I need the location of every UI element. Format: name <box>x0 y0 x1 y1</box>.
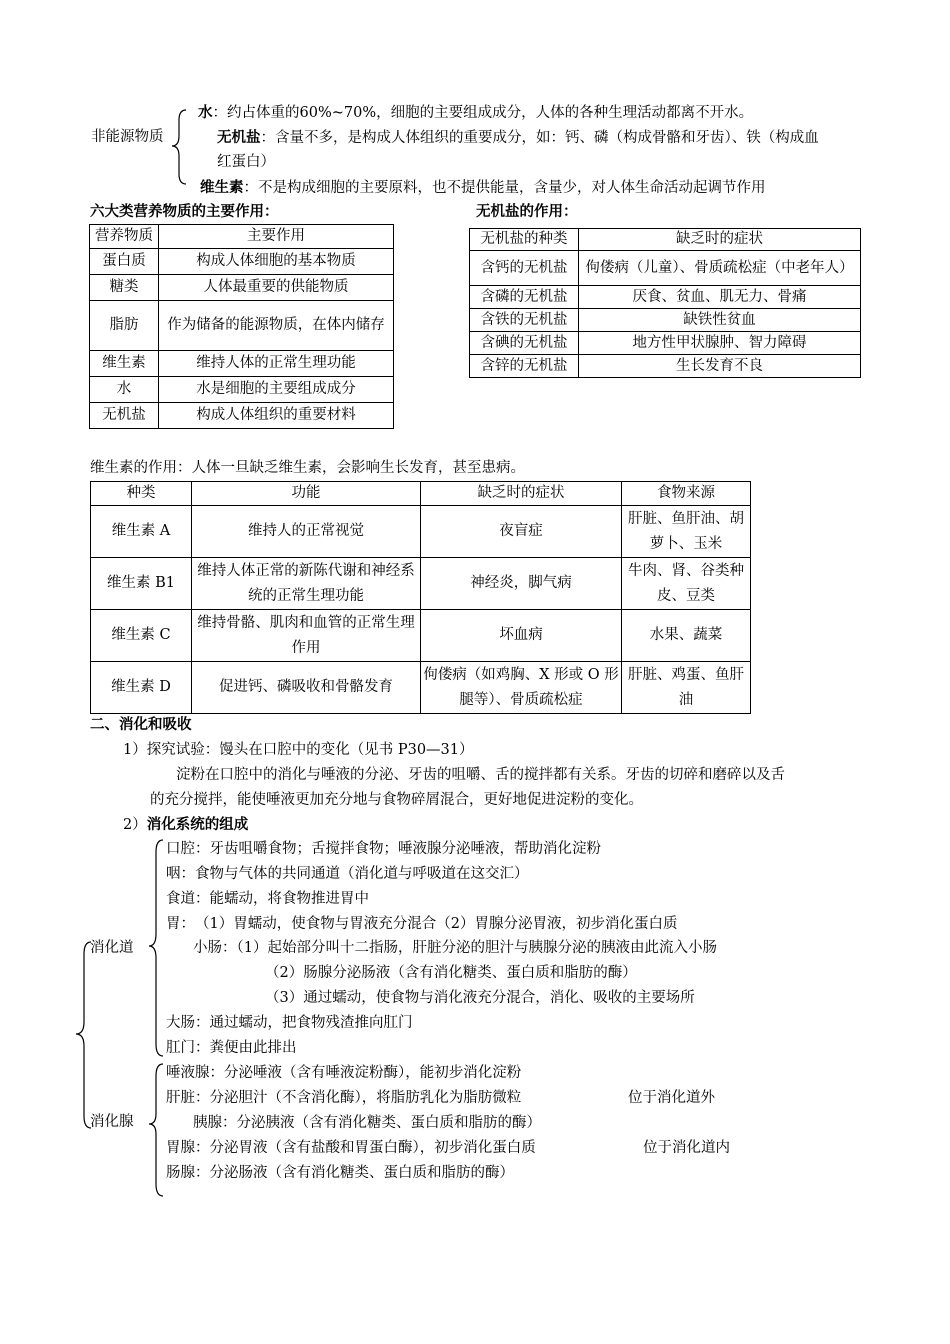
table-row <box>91 610 751 662</box>
table-row <box>90 377 394 403</box>
table-row <box>91 662 751 714</box>
vitamin-source: 肝脏、鱼肝油、胡萝卜、玉米 <box>622 506 751 558</box>
vitamin-source: 肝脏、鸡蛋、鱼肝油 <box>622 662 751 714</box>
tract-small-intestine-2: （2）肠腺分泌肠液（含有消化糖类、蛋白质和脂肪的酶） <box>265 965 637 981</box>
system-number: 2） <box>123 817 147 833</box>
vitamin-function: 维持骨骼、肌肉和血管的正常生理作用 <box>192 610 421 662</box>
tract-large-intestine: 大肠：通过蠕动，把食物残渣推向肛门 <box>166 1015 413 1031</box>
inside-tract-note: 位于消化道内 <box>643 1140 730 1156</box>
tract-brace <box>146 838 166 1060</box>
gland-liver: 肝脏：分泌胆汁（不含消化酶），将脂肪乳化为脂肪微粒 <box>166 1090 522 1106</box>
nutrient-name: 糖类 <box>90 275 159 301</box>
minerals-table <box>469 228 861 378</box>
mineral-name: 含铁的无机盐 <box>470 309 579 332</box>
header-cell: 缺乏时的症状 <box>421 482 622 506</box>
mineral-symptom: 地方性甲状腺肿、智力障碍 <box>579 332 861 355</box>
nutrient-name: 水 <box>90 377 159 403</box>
mineral-line <box>217 128 819 148</box>
table-row <box>470 286 861 309</box>
vitamin-name: 维生素 A <box>91 506 192 558</box>
vitamin-function: 维持人的正常视觉 <box>192 506 421 558</box>
gland-label: 消化腺 <box>90 1114 134 1130</box>
table-row <box>90 275 394 301</box>
mineral-symptom: 佝偻病（儿童）、骨质疏松症（中老年人） <box>579 251 861 286</box>
system-heading <box>123 815 248 835</box>
nutrient-role: 构成人体细胞的基本物质 <box>159 249 394 275</box>
vitamin-source: 水果、蔬菜 <box>622 610 751 662</box>
vitamin-name: 维生素 D <box>91 662 192 714</box>
mineral-symptom: 厌食、贫血、肌无力、骨痛 <box>579 286 861 309</box>
nutrient-name: 无机盐 <box>90 403 159 429</box>
gland-salivary: 唾液腺：分泌唾液（含有唾液淀粉酶），能初步消化淀粉 <box>166 1065 522 1081</box>
nutrient-name: 蛋白质 <box>90 249 159 275</box>
vitamin-function: 维持人体正常的新陈代谢和神经系统的正常生理功能 <box>192 558 421 610</box>
table-row <box>470 229 861 251</box>
table-row <box>470 332 861 355</box>
digestion-section-title: 二、消化和吸收 <box>90 717 192 733</box>
mineral-name: 含锌的无机盐 <box>470 355 579 378</box>
paragraph-line-2: 的充分搅拌，能使唾液更加充分地与食物碎屑混合，更好地促进淀粉的变化。 <box>150 792 643 808</box>
vitamin-symptom: 夜盲症 <box>421 506 622 558</box>
table-row <box>90 351 394 377</box>
tract-label: 消化道 <box>90 940 134 956</box>
minerals-title: 无机盐的作用： <box>476 204 578 220</box>
water-text: ：约占体重的60%~70%，细胞的主要组成成分，人体的各种生理活动都离不开水。 <box>212 105 754 121</box>
non-energy-label: 非能源物质 <box>91 129 164 145</box>
tract-esophagus: 食道：能蠕动，将食物推进胃中 <box>166 891 369 907</box>
nutrient-role: 作为储备的能源物质，在体内储存 <box>159 301 394 351</box>
nutrient-name: 维生素 <box>90 351 159 377</box>
nutrient-name: 脂肪 <box>90 301 159 351</box>
table-row <box>470 309 861 332</box>
header-cell: 功能 <box>192 482 421 506</box>
nutrient-role: 维持人体的正常生理功能 <box>159 351 394 377</box>
tract-small-intestine-1: 小肠：（1）起始部分叫十二指肠，肝脏分泌的胆汁与胰腺分泌的胰液由此流入小肠 <box>193 940 717 956</box>
tract-pharynx: 咽：食物与气体的共同通道（消化道与呼吸道在这交汇） <box>166 866 529 882</box>
gland-intestinal: 肠腺：分泌肠液（含有消化糖类、蛋白质和脂肪的酶） <box>166 1165 514 1181</box>
table-row <box>90 301 394 351</box>
nutrients-title: 六大类营养物质的主要作用： <box>90 204 279 220</box>
header-cell: 营养物质 <box>90 225 159 249</box>
table-row <box>91 506 751 558</box>
mineral-line-2: 红蛋白） <box>217 154 275 170</box>
gland-gastric: 胃腺：分泌胃液（含有盐酸和胃蛋白酶），初步消化蛋白质 <box>166 1140 536 1156</box>
header-cell: 种类 <box>91 482 192 506</box>
table-row <box>470 251 861 286</box>
gland-brace <box>146 1062 166 1202</box>
mineral-title: 无机盐 <box>217 130 261 146</box>
vitamin-text: ：不是构成细胞的主要原料，也不提供能量，含量少，对人体生命活动起调节作用 <box>243 180 766 196</box>
header-cell: 主要作用 <box>159 225 394 249</box>
system-title: 消化系统的组成 <box>146 817 249 833</box>
mineral-symptom: 缺铁性贫血 <box>579 309 861 332</box>
system-outer-brace <box>74 940 94 1140</box>
table-row <box>90 249 394 275</box>
nutrient-role: 构成人体组织的重要材料 <box>159 403 394 429</box>
table-row <box>470 355 861 378</box>
header-cell: 食物来源 <box>622 482 751 506</box>
header-cell: 无机盐的种类 <box>470 229 579 251</box>
tract-mouth: 口腔：牙齿咀嚼食物；舌搅拌食物；唾液腺分泌唾液，帮助消化淀粉 <box>166 841 601 857</box>
mineral-name: 含磷的无机盐 <box>470 286 579 309</box>
vitamin-line <box>200 178 766 198</box>
nutrient-role: 水是细胞的主要组成成分 <box>159 377 394 403</box>
table-row <box>90 225 394 249</box>
tract-stomach: 胃： （1）胃蠕动，使食物与胃液充分混合（2）胃腺分泌胃液，初步消化蛋白质 <box>166 916 678 932</box>
header-cell: 缺乏时的症状 <box>579 229 861 251</box>
mineral-name: 含钙的无机盐 <box>470 251 579 286</box>
table-row <box>91 482 751 506</box>
tract-small-intestine-3: （3）通过蠕动，使食物与消化液充分混合，消化、吸收的主要场所 <box>265 990 695 1006</box>
non-energy-brace <box>168 108 188 188</box>
vitamin-symptom: 神经炎，脚气病 <box>421 558 622 610</box>
nutrient-role: 人体最重要的供能物质 <box>159 275 394 301</box>
vitamins-intro: 维生素的作用：人体一旦缺乏维生素，会影响生长发育，甚至患病。 <box>90 460 525 476</box>
gland-pancreas: 胰腺：分泌胰液（含有消化糖类、蛋白质和脂肪的酶） <box>193 1115 541 1131</box>
nutrients-table <box>89 224 394 429</box>
mineral-name: 含碘的无机盐 <box>470 332 579 355</box>
vitamin-function: 促进钙、磷吸收和骨骼发育 <box>192 662 421 714</box>
vitamin-symptom: 坏血病 <box>421 610 622 662</box>
vitamin-source: 牛肉、肾、谷类种皮、豆类 <box>622 558 751 610</box>
tract-anus: 肛门：粪便由此排出 <box>166 1040 297 1056</box>
mineral-symptom: 生长发育不良 <box>579 355 861 378</box>
table-row <box>90 403 394 429</box>
paragraph-line-1: 淀粉在口腔中的消化与唾液的分泌、牙齿的咀嚼、舌的搅拌都有关系。牙齿的切碎和磨碎以及舌 <box>176 767 785 783</box>
table-row <box>91 558 751 610</box>
vitamin-title: 维生素 <box>200 180 244 196</box>
experiment-line: 1）探究试验：馒头在口腔中的变化（见书 P30—31） <box>123 742 474 758</box>
vitamin-name: 维生素 C <box>91 610 192 662</box>
vitamin-symptom: 佝偻病（如鸡胸、X 形或 O 形腿等）、骨质疏松症 <box>421 662 622 714</box>
water-title: 水 <box>198 105 213 121</box>
vitamins-table <box>90 481 751 714</box>
vitamin-name: 维生素 B1 <box>91 558 192 610</box>
mineral-text: ：含量不多，是构成人体组织的重要成分，如：钙、磷（构成骨骼和牙齿）、铁（构成血 <box>260 130 819 146</box>
water-line <box>198 103 753 123</box>
outside-tract-note: 位于消化道外 <box>628 1090 715 1106</box>
